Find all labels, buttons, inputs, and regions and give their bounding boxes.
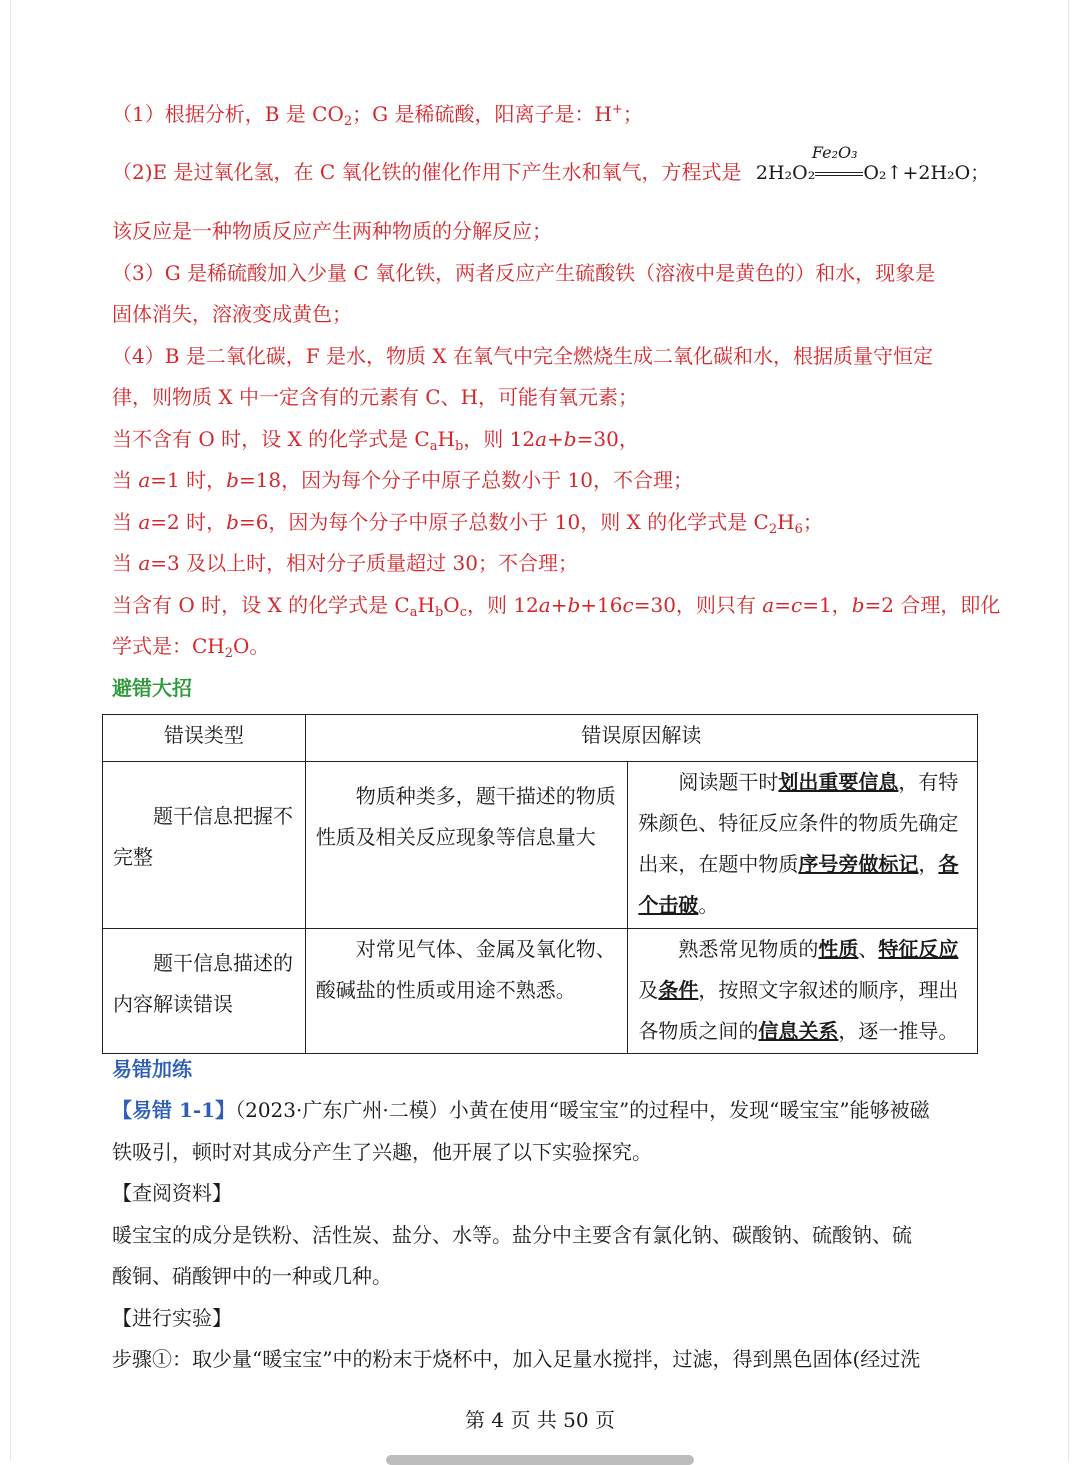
solution-line-1: （1）根据分析，B 是 $CO_2$；G 是稀硫酸，阳离子是：H+； <box>112 102 643 129</box>
table-row <box>103 929 978 1054</box>
row2-reason: 对常见气体、金属及氧化物、酸碱盐的性质或用途不熟悉。 <box>305 929 628 1054</box>
solution-line-5a: （4）B 是二氧化碳，F 是水，物质 X 在氧气中完全燃烧生成二氧化碳和水，根据质量守恒定 <box>112 344 933 368</box>
solution-line-11: 学式是：$CH_2O$。 <box>112 634 270 661</box>
section-experiment: 【进行实验】 <box>112 1306 232 1330</box>
header-error-type: 错误类型 <box>103 715 306 762</box>
section-look-up: 【查阅资料】 <box>112 1181 232 1205</box>
scrollbar[interactable] <box>386 1455 694 1465</box>
chemical-equation: 2H₂O₂ Fe₂O₃ O₂↑+2H₂O； <box>755 143 990 184</box>
solution-line-4b: 固体消失，溶液变成黄色； <box>112 302 352 326</box>
solution-line-9: 当 a=3 及以上时，相对分子质量超过 30；不合理； <box>112 551 578 575</box>
error-analysis-table <box>102 714 978 1054</box>
row2-tip: 熟悉常见物质的性质、特征反应及条件，按照文字叙述的顺序，理出各物质之间的信息关系，逐一推导。 <box>628 929 978 1054</box>
heading-practice: 易错加练 <box>112 1057 192 1081</box>
step-1-line: 步骤①：取少量“暖宝宝”中的粉末于烧杯中，加入足量水搅拌，过滤，得到黑色固体(经过洗 <box>112 1347 921 1371</box>
page-number: 第 4 页 共 50 页 <box>465 1408 615 1432</box>
solution-line-5b: 律，则物质 X 中一定含有的元素有 C、H，可能有氧元素； <box>112 385 639 409</box>
solution-line-3: 该反应是一种物质反应产生两种物质的分解反应； <box>112 219 552 243</box>
exercise-intro-b: 铁吸引，顿时对其成分产生了兴趣，他开展了以下实验探究。 <box>112 1140 652 1164</box>
solution-line-8: 当 a=2 时，b=6，因为每个分子中原子总数小于 10，则 X 的化学式是 $C_2H_6$； <box>112 510 823 537</box>
row1-type: 题干信息把握不完整 <box>103 762 306 929</box>
solution-line-6: 当不含有 O 时，设 X 的化学式是 $C_aH_b$，则 12a+b=30， <box>112 427 639 454</box>
row2-type: 题干信息描述的内容解读错误 <box>103 929 306 1054</box>
row1-tip: 阅读题干时划出重要信息，有特殊颜色、特征反应条件的物质先确定出来，在题中物质序号旁做标记，各个击破。 <box>628 762 978 929</box>
table-header-row <box>103 715 978 762</box>
row1-reason: 物质种类多，题干描述的物质性质及相关反应现象等信息量大 <box>305 762 628 929</box>
info-line-a: 暖宝宝的成分是铁粉、活性炭、盐分、水等。盐分中主要含有氯化钠、碳酸钠、硫酸钠、硫 <box>112 1223 912 1247</box>
page-edge-left <box>10 0 11 1461</box>
solution-line-2: （2)E 是过氧化氢，在 C 氧化铁的催化作用下产生水和氧气，方程式是 2H₂O₂ Fe₂O₃ O₂↑+2H₂O； <box>112 158 989 187</box>
solution-line-10: 当含有 O 时，设 X 的化学式是 $C_aH_bO_c$，则 12a+b+16c=30，则只有 a=c=1，b=2 合理，即化 <box>112 593 1001 620</box>
table-row <box>103 762 978 929</box>
heading-avoid-errors: 避错大招 <box>112 676 192 700</box>
page-edge-right <box>1068 0 1069 1461</box>
header-error-reason: 错误原因解读 <box>305 715 977 762</box>
solution-line-7: 当 a=1 时，b=18，因为每个分子中原子总数小于 10，不合理； <box>112 468 693 492</box>
exercise-intro-a: 【易错 1-1】（2023·广东广州·二模）小黄在使用“暖宝宝”的过程中，发现“暖宝宝”能够被磁 <box>112 1098 930 1122</box>
solution-line-4a: （3）G 是稀硫酸加入少量 C 氧化铁，两者反应产生硫酸铁（溶液中是黄色的）和水，现象是 <box>112 261 936 285</box>
info-line-b: 酸铜、硝酸钾中的一种或几种。 <box>112 1264 392 1288</box>
